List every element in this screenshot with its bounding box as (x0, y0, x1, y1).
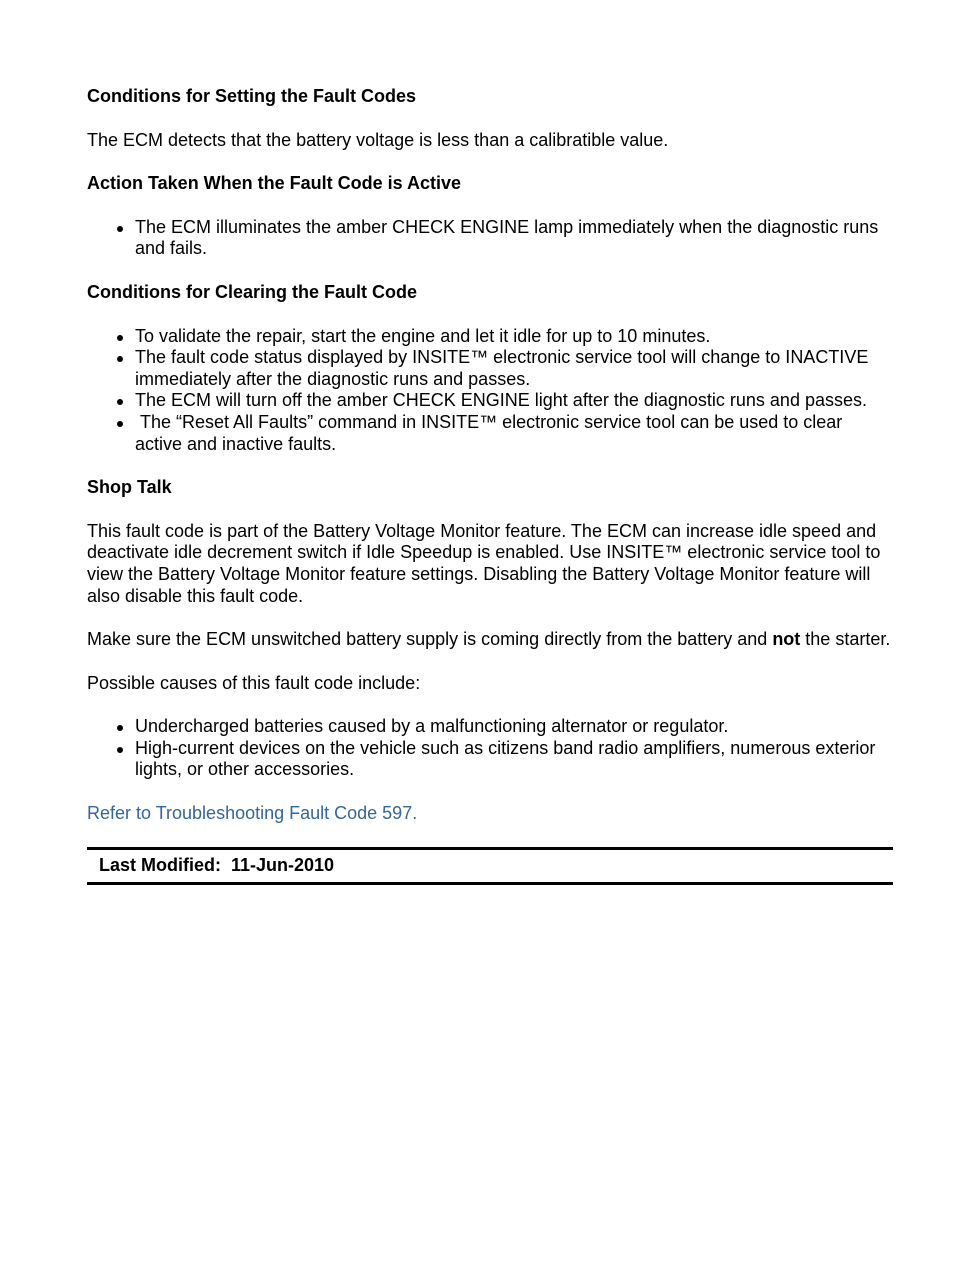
list-item: The ECM illuminates the amber CHECK ENGINE lamp immediately when the diagnostic runs and fails. (135, 217, 893, 260)
link-paragraph (87, 803, 893, 825)
heading-shop-talk: Shop Talk (87, 477, 172, 498)
shop-talk-paragraph: This fault code is part of the Battery Voltage Monitor feature. The ECM can increase idle speed and deactivate idle decrement switch if Idle Speedup is enabled. Use INSITE™ electronic service tool to view the Battery Voltage Monitor feature settings. Disabling the Battery Voltage Monitor feature will also disable this fault code. (87, 520, 881, 606)
shop-talk-supply-note (87, 629, 893, 651)
troubleshooting-link[interactable]: Refer to Troubleshooting Fault Code 597. (87, 803, 418, 824)
list-item: The “Reset All Faults” command in INSITE™ electronic service tool can be used to clear active and inactive faults. (135, 412, 893, 455)
list-item: High-current devices on the vehicle such as citizens band radio amplifiers, numerous exterior lights, or other accessories. (135, 738, 893, 781)
last-modified-bar (87, 847, 893, 885)
last-modified-date: 11-Jun-2010 (231, 854, 335, 875)
list-item: Undercharged batteries caused by a malfunctioning alternator or regulator. (135, 716, 893, 738)
clearing-list (87, 326, 893, 456)
list-item: To validate the repair, start the engine and let it idle for up to 10 minutes. (135, 326, 893, 348)
heading-conditions-clearing: Conditions for Clearing the Fault Code (87, 281, 417, 302)
heading-action-taken: Action Taken When the Fault Code is Active (87, 173, 462, 194)
heading-conditions-setting: Conditions for Setting the Fault Codes (87, 86, 416, 106)
supply-note-text: Make sure the ECM unswitched battery supply is coming directly from the battery and (87, 629, 773, 650)
list-item: The ECM will turn off the amber CHECK ENGINE light after the diagnostic runs and passes. (135, 390, 893, 412)
supply-note-text-end: the starter. (800, 629, 891, 650)
causes-intro: Possible causes of this fault code include: (87, 672, 421, 693)
list-item: The fault code status displayed by INSITE™ electronic service tool will change to INACTIVE immediately after the diagnostic runs and passes. (135, 347, 893, 390)
action-list (87, 217, 893, 260)
last-modified-label: Last Modified: (99, 854, 221, 875)
document-page (87, 86, 893, 885)
setting-description: The ECM detects that the battery voltage is less than a calibratible value. (87, 129, 669, 150)
supply-note-emphasis: not (772, 629, 801, 650)
causes-list (87, 716, 893, 781)
